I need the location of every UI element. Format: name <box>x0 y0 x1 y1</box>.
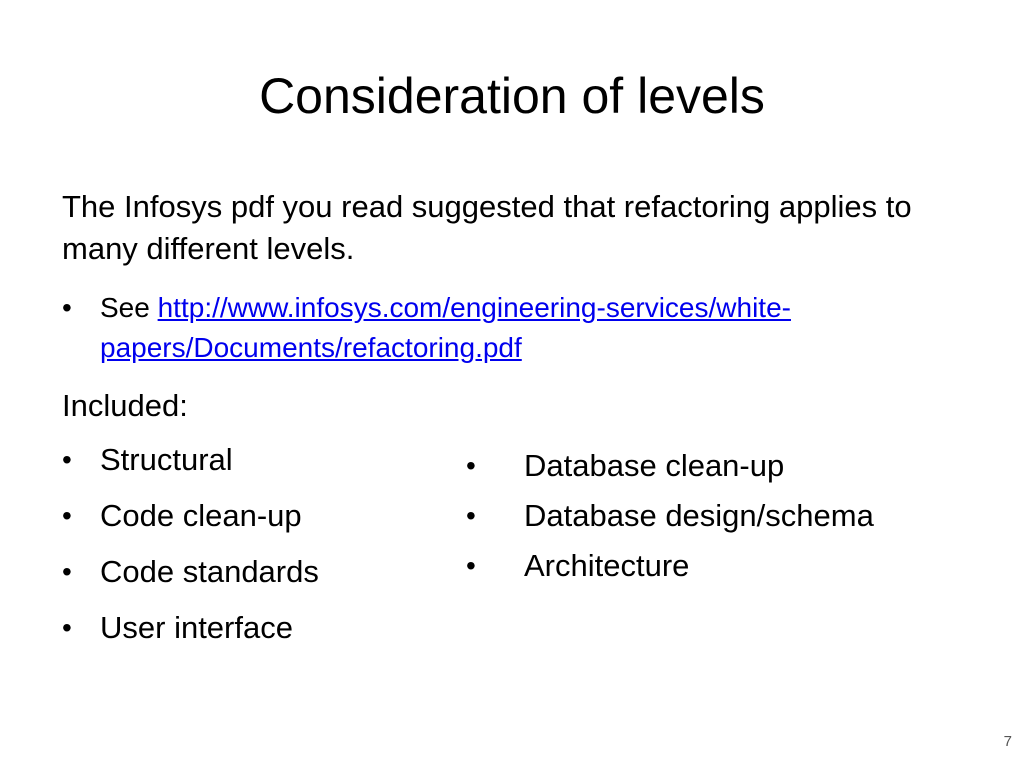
bullet-icon: • <box>62 500 72 531</box>
refactoring-pdf-link[interactable]: http://www.infosys.com/engineering-services/white-papers/Documents/refactoring.pdf <box>100 292 791 363</box>
bullet-icon: • <box>62 444 72 475</box>
bullet-icon: • <box>62 556 72 587</box>
levels-list-right <box>466 444 906 594</box>
levels-list-left <box>62 438 442 662</box>
list-item <box>62 494 442 538</box>
list-item <box>466 444 906 488</box>
intro-paragraph: The Infosys pdf you read suggested that refactoring applies to many different levels. <box>62 189 912 266</box>
bullet-icon: • <box>62 292 72 323</box>
see-label: See <box>100 292 150 323</box>
list-item-label: User interface <box>100 610 293 645</box>
list-item-label: Database clean-up <box>524 448 785 483</box>
list-item-label: Code clean-up <box>100 498 302 533</box>
list-item <box>466 544 906 588</box>
list-item <box>62 606 442 650</box>
bullet-icon: • <box>466 500 476 531</box>
list-item <box>62 550 442 594</box>
list-item-label: Database design/schema <box>524 498 874 533</box>
list-item <box>466 494 906 538</box>
list-item-label: Architecture <box>524 548 690 583</box>
slide-title: Consideration of levels <box>259 68 765 124</box>
list-item <box>62 438 442 482</box>
bullet-icon: • <box>466 550 476 581</box>
page-number: 7 <box>1003 733 1012 750</box>
bullet-icon: • <box>466 450 476 481</box>
reference-text <box>100 288 962 368</box>
list-item-label: Structural <box>100 442 233 477</box>
list-item-label: Code standards <box>100 554 319 589</box>
reference-bullet <box>62 288 962 368</box>
bullet-icon: • <box>62 612 72 643</box>
included-label: Included: <box>62 388 188 423</box>
